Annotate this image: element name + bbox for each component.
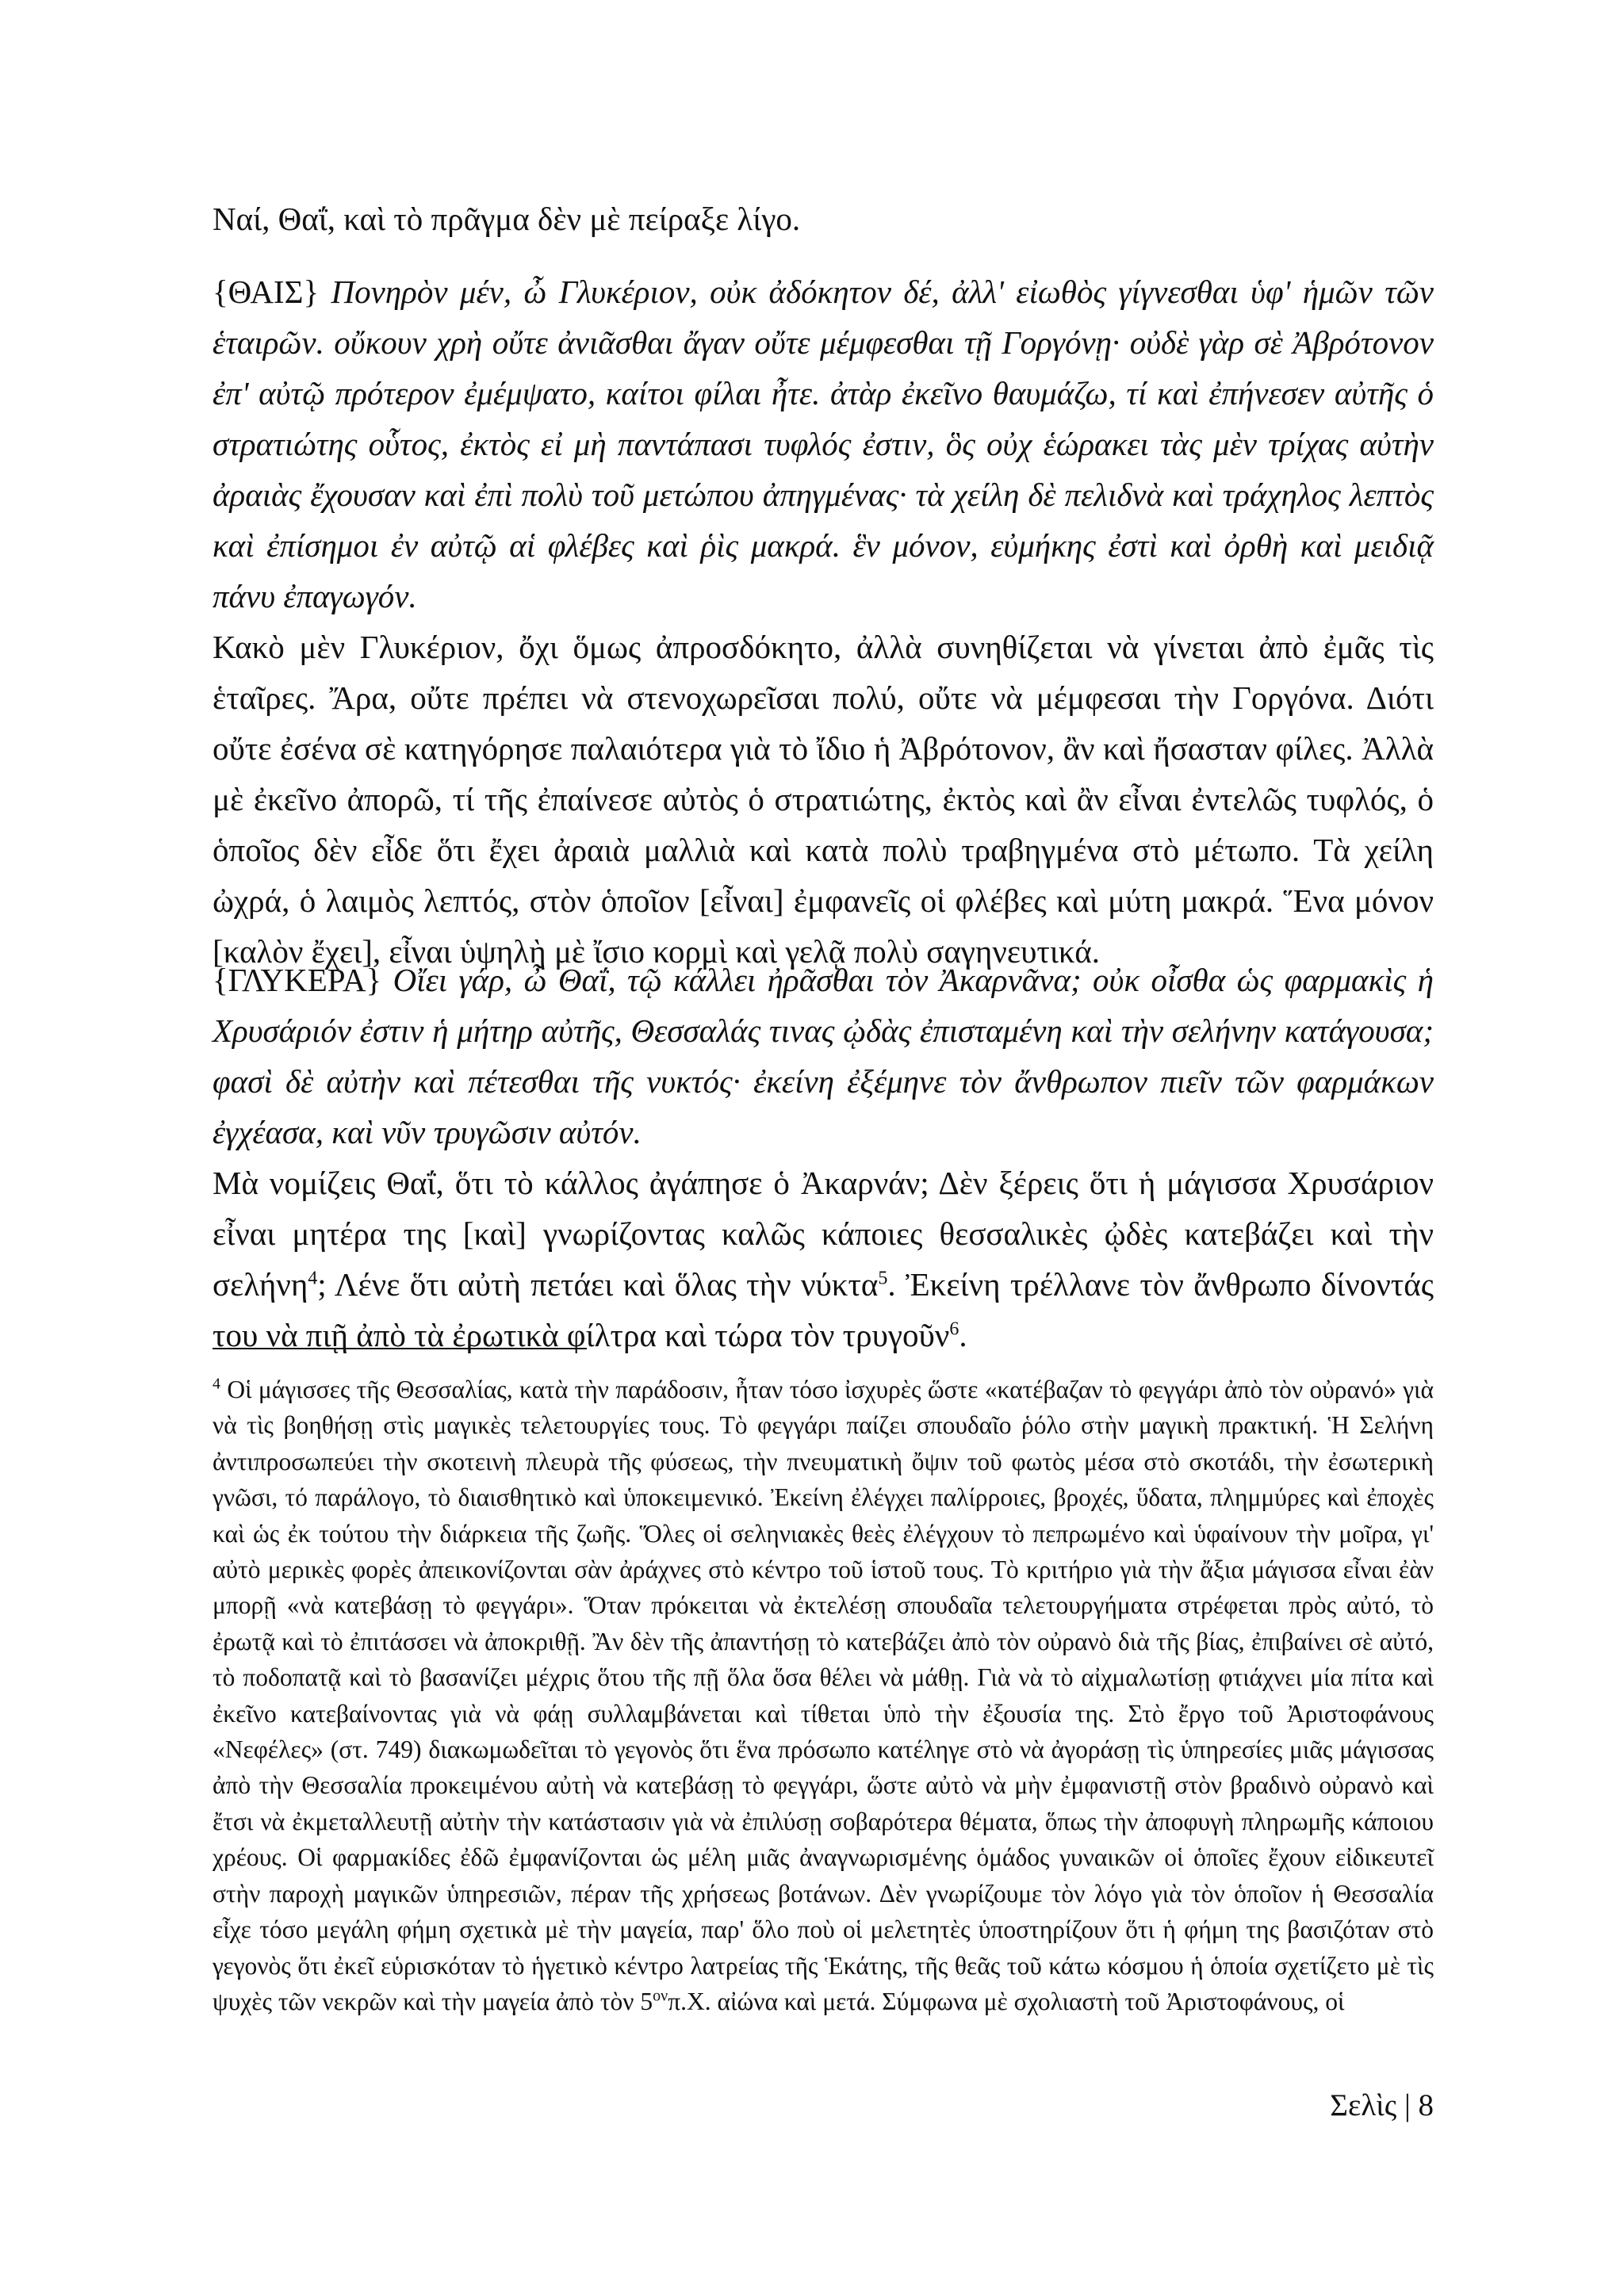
thais-ancient-paragraph xyxy=(213,266,1434,622)
modern-greek-translation xyxy=(213,1158,1434,1360)
page-number: Σελὶς | 8 xyxy=(1330,2088,1434,2122)
translation-text: Μὰ νομίζεις Θαΐ, ὅτι τὸ κάλλος ἀγάπησε ὁ Ἀκαρνάν; Δὲν ξέρεις ὅτι ἡ μάγισσα Χρυσάριον εἶναι μητέρα της [καὶ] γνωρίζοντας καλῶς κάποιες θεσσαλικὲς ᾠδὲς κατεβάζει καὶ τὴν σελήνη xyxy=(213,1165,1434,1303)
translation-text: . xyxy=(959,1317,967,1353)
footnote-ref-5[interactable]: 5 xyxy=(878,1268,888,1289)
footnote-4 xyxy=(213,1372,1434,2019)
speaker-label-thais: {ΘΑΙΣ} xyxy=(213,274,320,310)
opening-line: Ναί, Θαΐ, καὶ τὸ πρᾶγμα δὲν μὲ πείραξε λίγο. xyxy=(213,201,801,237)
footnote-ref-4[interactable]: 4 xyxy=(308,1268,318,1289)
document-page xyxy=(213,0,1434,2296)
translation-text: ; Λένε ὅτι αὐτὴ πετάει καὶ ὅλας τὴν νύκτα xyxy=(317,1266,879,1303)
thais-section xyxy=(213,266,1434,977)
glykera-section xyxy=(213,955,1434,1360)
ordinal-suffix: ον xyxy=(653,1987,668,2005)
footnote-text: π.Χ. αἰώνα καὶ μετά. Σύμφωνα μὲ σχολιαστὴ τοῦ Ἀριστοφάνους, οἱ xyxy=(668,1987,1345,2015)
glykera-ancient-paragraph xyxy=(213,955,1434,1158)
footnote-text: Οἱ μάγισσες τῆς Θεσσαλίας, κατὰ τὴν παράδοσιν, ἦταν τόσο ἰσχυρὲς ὥστε «κατέβαζαν τὸ φεγγάρι ἀπὸ τὸν οὐρανό» γιὰ νὰ τὶς βοηθήσῃ στὶς μαγικὲς τελετουργίες τους. Τὸ φεγγάρι παίζει σπουδαῖο ῥόλο στὴν μαγικὴ πρακτική. Ἡ Σελήνη ἀντιπροσωπεύει τὴν σκοτεινὴ πλευρὰ τῆς φύσεως, τὴν πνευματικὴ ὄψιν τοῦ φωτὸς μέσα στὸ σκοτάδι, τὴν ἐσωτερικὴ γνῶσι, τό παράλογο, τὸ διαισθητικὸ καὶ ὑποκειμενικό. Ἐκείνη ἐλέγχει παλίρροιες, βροχές, ὕδατα, πλημμύρες καὶ ἐποχὲς καὶ ὡς ἐκ τούτου τὴν διάρκεια τῆς ζωῆς. Ὅλες οἱ σεληνιακὲς θεὲς ἐλέγχουν τὸ πεπρωμένο καὶ ὑφαίνουν τὴν μοῖρα, γι' αὐτὸ μερικὲς φορὲς ἀπεικονίζονται σὰν ἀράχνες στὸ κέντρο τοῦ ἱστοῦ τους. Τὸ κριτήριο γιὰ τὴν ἄξια μάγισσα εἶναι ἐὰν μπορῇ «νὰ κατεβάσῃ τὸ φεγγάρι». Ὅταν πρόκειται νὰ ἐκτελέσῃ σπουδαῖα τελετουργήματα στρέφεται πρὸς αὐτό, τὸ ἐρωτᾷ καὶ τὸ ἐπιτάσσει νὰ ἀποκριθῇ. Ἂν δὲν τῆς ἀπαντήσῃ τὸ κατεβάζει ἀπὸ τὸν οὐρανὸ διὰ τῆς βίας, ἐπιβαίνει σὲ αὐτό, τὸ ποδοπατᾷ καὶ τὸ βασανίζει μέχρις ὅτου τῆς πῇ ὅλα ὅσα θέλει νὰ μάθῃ. Γιὰ νὰ τὸ αἰχμαλωτίσῃ φτιάχνει μία πίτα καὶ ἐκεῖνο κατεβαίνοντας γιὰ νὰ φάῃ συλλαμβάνεται καὶ τίθεται ὑπὸ τὴν ἐξουσία της. Στὸ ἔργο τοῦ Ἀριστοφάνους «Νεφέλες» (στ. 749) διακωμωδεῖται τὸ γεγονὸς ὅτι ἕνα πρόσωπο κατέληγε στὸ νὰ ἀγοράσῃ τὶς ὑπηρεσίες μιᾶς μάγισσας ἀπὸ τὴν Θεσσαλία προκειμένου αὐτὴ νὰ κατεβάσῃ τὸ φεγγάρι, ὥστε αὐτὸ νὰ μὴν ἐμφανιστῇ στὸν βραδινὸ οὐρανὸ καὶ ἔτσι νὰ ἐκμεταλλευτῇ αὐτὴν τὴν κατάστασιν γιὰ νὰ ἐπιλύσῃ σοβαρότερα θέματα, ὅπως τὴν ἀποφυγὴ πληρωμῆς κάποιου χρέους. Οἱ φαρμακίδες ἐδῶ ἐμφανίζονται ὡς μέλη μιᾶς ἀναγνωρισμένης ὁμάδος γυναικῶν οἱ ὁποῖες ἔχουν εἰδικευτεῖ στὴν παροχὴ μαγικῶν ὑπηρεσιῶν, πέραν τῆς χρήσεως βοτάνων. Δὲν γνωρίζουμε τὸν λόγο γιὰ τὸν ὁποῖον ἡ Θεσσαλία εἶχε τόσο μεγάλη φήμη σχετικὰ μὲ τὴν μαγεία, παρ' ὅλο ποὺ οἱ μελετητὲς ὑποστηρίζουν ὅτι ἡ φήμη της βασιζόταν στὸ γεγονὸς ὅτι ἐκεῖ εὑρισκόταν τὸ ἡγετικὸ κέντρο λατρείας τῆς Ἑκάτης, τῆς θεᾶς τοῦ κάτω κόσμου ἡ ὁποία σχετίζετο μὲ τὶς ψυχὲς τῶν νεκρῶν καὶ τὴν μαγεία ἀπὸ τὸν 5 xyxy=(213,1376,1434,2015)
ancient-greek-text: Πονηρὸν μέν, ὦ Γλυκέριον, οὐκ ἀδόκητον δέ, ἀλλ' εἰωθὸς γίγνεσθαι ὑφ' ἡμῶν τῶν ἑταιρῶν. οὔκουν χρὴ οὔτε ἀνιᾶσθαι ἄγαν οὔτε μέμφεσθαι τῇ Γοργόνῃ· οὐδὲ γὰρ σὲ Ἀβρότονον ἐπ' αὐτῷ πρότερον ἐμέμψατο, καίτοι φίλαι ἦτε. ἀτὰρ ἐκεῖνο θαυμάζω, τί καὶ ἐπήνεσεν αὐτῆς ὁ στρατιώτης οὗτος, ἐκτὸς εἰ μὴ παντάπασι τυφλός ἐστιν, ὃς οὐχ ἑώρακει τὰς μὲν τρίχας αὐτὴν ἀραιὰς ἔχουσαν καὶ ἐπὶ πολὺ τοῦ μετώπου ἀπηγμένας· τὰ χείλη δὲ πελιδνὰ καὶ τράχηλος λεπτὸς καὶ ἐπίσημοι ἐν αὐτῷ αἱ φλέβες καὶ ῥὶς μακρά. ἓν μόνον, εὐμήκης ἐστὶ καὶ ὀρθὴ καὶ μειδιᾷ πάνυ ἐπαγωγόν. xyxy=(213,274,1434,614)
footnote-ref-6[interactable]: 6 xyxy=(949,1318,959,1340)
footnote-separator xyxy=(213,1348,587,1349)
translation-text: . Ἐκείνη τρέλλανε τὸν ἄνθρωπο δίνοντάς του νὰ πιῇ ἀπὸ τὰ ἐρωτικὰ φίλτρα καὶ τώρα τὸν τρυγοῦν xyxy=(213,1266,1434,1353)
modern-greek-translation: Κακὸ μὲν Γλυκέριον, ὄχι ὅμως ἀπροσδόκητο, ἀλλὰ συνηθίζεται νὰ γίνεται ἀπὸ ἐμᾶς τὶς ἑταῖρες. Ἄρα, οὔτε πρέπει νὰ στενοχωρεῖσαι πολύ, οὔτε νὰ μέμφεσαι τὴν Γοργόνα. Διότι οὔτε ἐσένα σὲ κατηγόρησε παλαιότερα γιὰ τὸ ἴδιο ἡ Ἀβρότονον, ἂν καὶ ἤσασταν φίλες. Ἀλλὰ μὲ ἐκεῖνο ἀπορῶ, τί τῆς ἐπαίνεσε αὐτὸς ὁ στρατιώτης, ἐκτὸς καὶ ἂν εἶναι ἐντελῶς τυφλός, ὁ ὁποῖος δὲν εἶδε ὅτι ἔχει ἀραιὰ μαλλιὰ καὶ κατὰ πολὺ τραβηγμένα στὸ μέτωπο. Τὰ χείλη ὠχρά, ὁ λαιμὸς λεπτός, στὸν ὁποῖον [εἶναι] ἐμφανεῖς οἱ φλέβες καὶ μύτη μακρά. Ἕνα μόνον [καλὸν ἔχει], εἶναι ὑψηλὴ μὲ ἴσιο κορμὶ καὶ γελᾷ πολὺ σαγηνευτικά. xyxy=(213,629,1434,970)
ancient-greek-text: Οἴει γάρ, ὦ Θαΐ, τῷ κάλλει ἠρᾶσθαι τὸν Ἀκαρνᾶνα; οὐκ οἶσθα ὡς φαρμακὶς ἡ Χρυσάριόν ἐστιν ἡ μήτηρ αὐτῆς, Θεσσαλάς τινας ᾠδὰς ἐπισταμένη καὶ τὴν σελήνην κατάγουσα; φασὶ δὲ αὐτὴν καὶ πέτεσθαι τῆς νυκτός· ἐκείνη ἐξέμηνε τὸν ἄνθρωπον πιεῖν τῶν φαρμάκων ἐγχέασα, καὶ νῦν τρυγῶσιν αὐτόν. xyxy=(213,962,1434,1150)
footnote-marker: 4 xyxy=(213,1375,220,1393)
speaker-label-glykera: {ΓΛΥΚΕΡΑ} xyxy=(213,962,382,998)
